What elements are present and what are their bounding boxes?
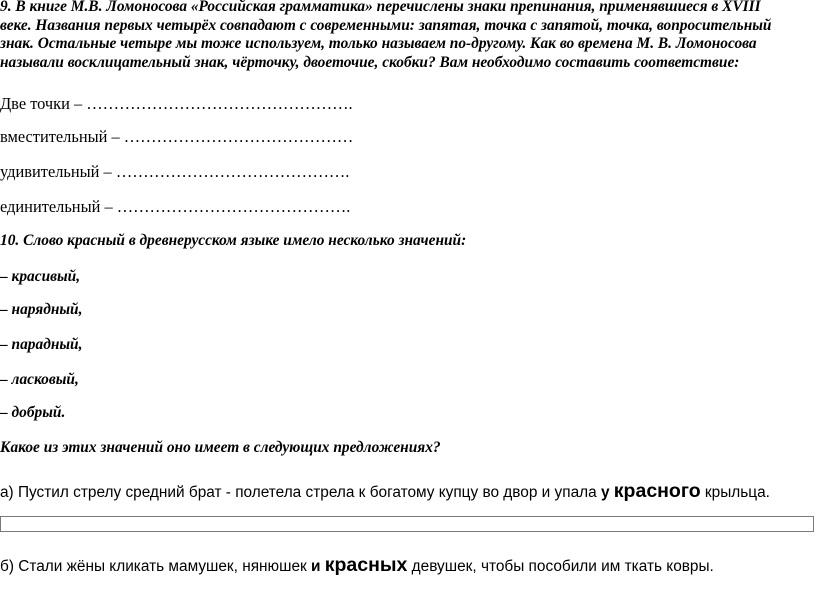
task9-intro-line-4: называли восклицательный знак, чёрточку, двоеточие, скобки? Вам необходимо составить соответствие: [0,53,740,71]
task10-meaning-1: – красивый, [0,268,81,285]
task10-title: 10. Слово красный в древнерусском языке имело несколько значений: [0,232,467,249]
answer-input-box[interactable] [0,516,814,532]
sentence-a-text: а) Пустил стрелу средний брат - полетела стрела к богатому купцу во двор и упала [0,484,601,501]
task9-item-vmestitelnyi: вместительный – …………………………………… [0,127,354,146]
task10-meaning-5: – добрый. [0,404,66,421]
task9-item-dve-tochki: Две точки – …………………………………………. [0,94,353,113]
task10-sentence-a [0,480,770,503]
sentence-b-tail: девушек, чтобы пособили им ткать ковры. [407,558,714,575]
sentence-b-bold-word: красных [324,554,408,576]
task10-sentence-b [0,554,714,577]
task9-item-udivitelnyi: удивительный – ……………………………………. [0,162,350,181]
task10-meaning-2: – нарядный, [0,301,83,318]
task9-intro-line-1: 9. В книге М.В. Ломоносова «Российская грамматика» перечислены знаки препинания, применявшиеся в XVIII [0,0,761,15]
sentence-a-tail: крыльца. [700,484,770,501]
sentence-b-bold-prep: и [311,558,325,575]
task9-intro-line-2: веке. Названия первых четырёх совпадают с современными: запятая, точка с запятой, точка, вопросительный [0,16,772,34]
task9-intro-line-3: знак. Остальные четыре мы тоже используем, только называем по-другому. Как во времена М. В. Ломоносова [0,35,757,53]
task9-item-edinitelnyi: единительный – ……………………………………. [0,197,351,216]
task10-meaning-3: – парадный, [0,336,83,353]
sentence-a-bold-prep: у [600,484,614,501]
sentence-a-bold-word: красного [613,480,701,502]
task10-question: Какое из этих значений оно имеет в следующих предложениях? [0,439,441,456]
sentence-b-text: б) Стали жёны кликать мамушек, нянюшек [0,558,312,575]
task10-meaning-4: – ласковый, [0,371,79,388]
task9-intro [0,0,816,72]
